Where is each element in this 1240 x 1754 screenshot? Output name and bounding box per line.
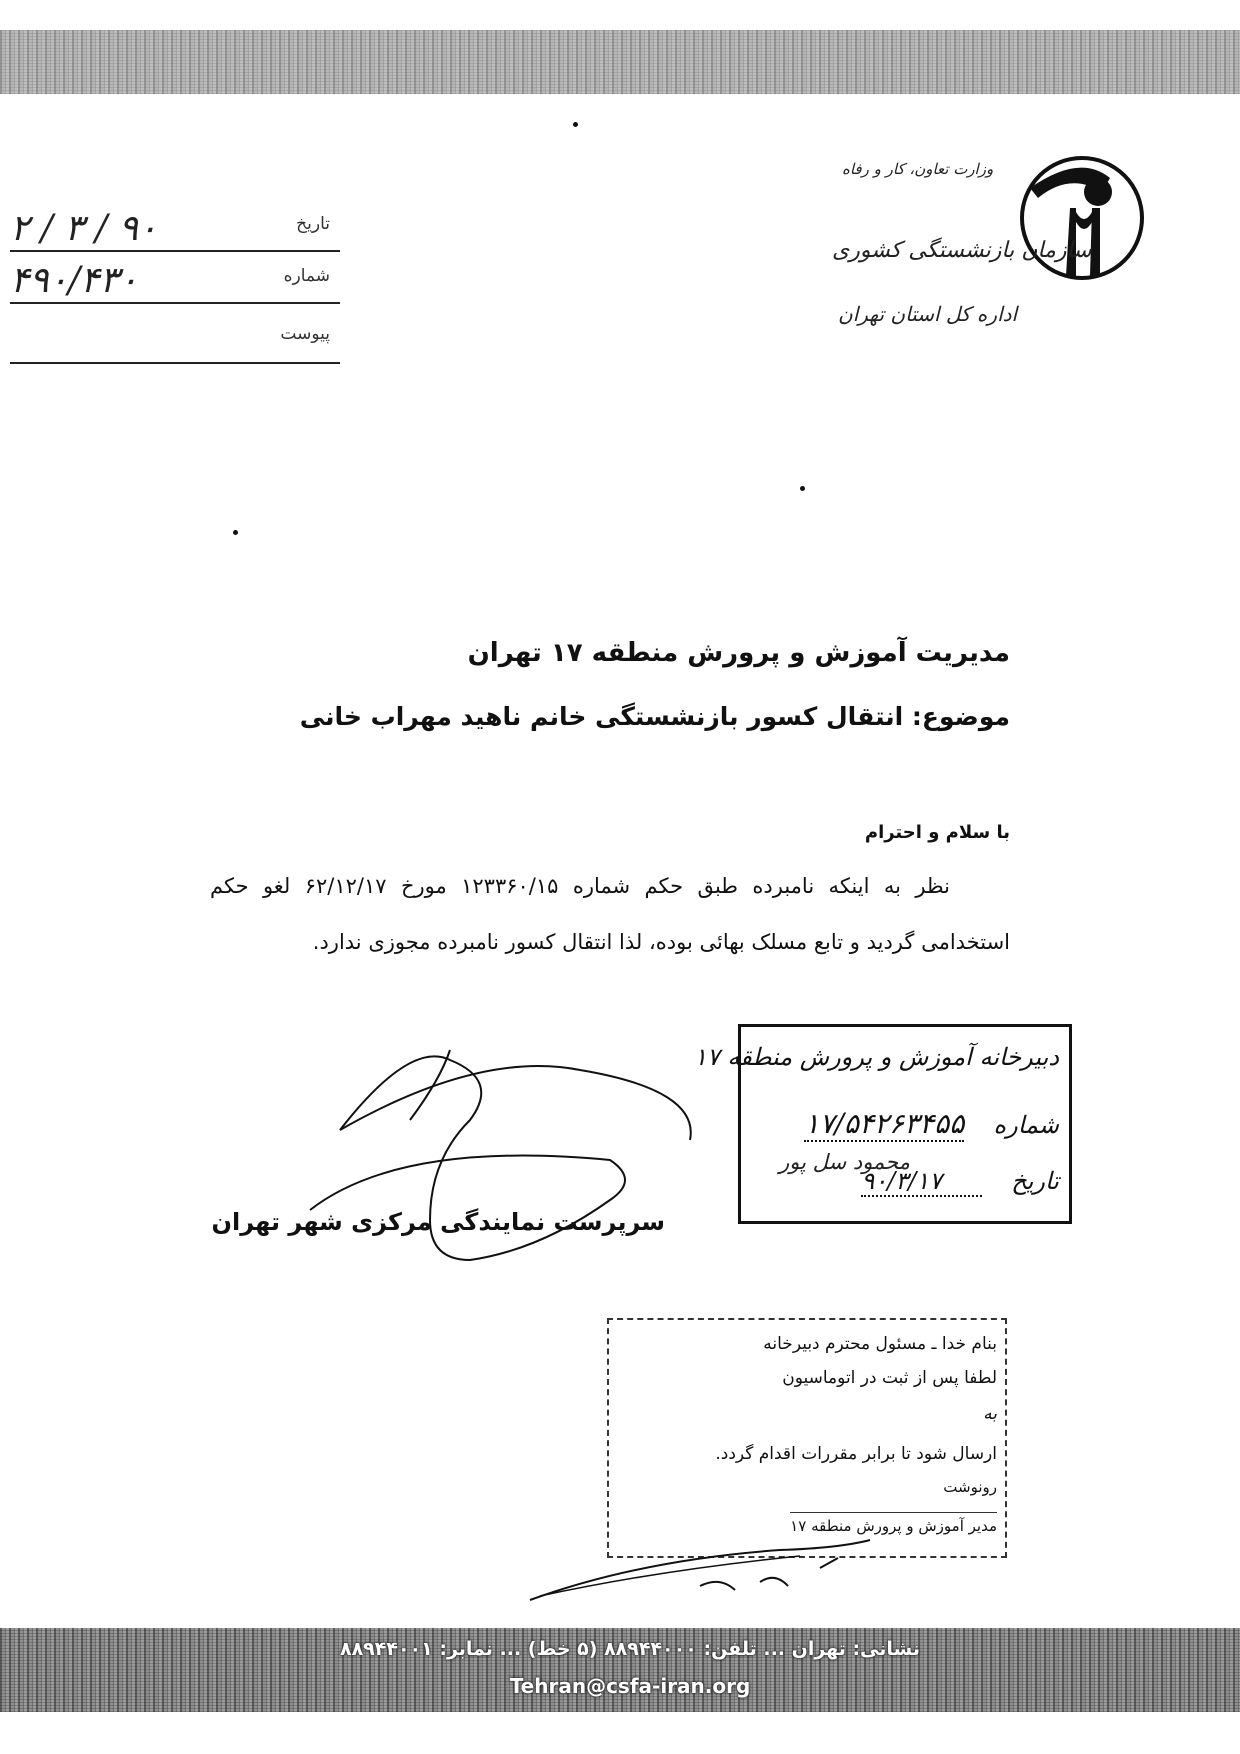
note-line-3: به [983, 1404, 997, 1424]
attachment-row [10, 320, 330, 364]
date-rule [10, 250, 340, 252]
received-stamp-number-label: شماره [993, 1111, 1059, 1139]
received-stamp-office: دبیرخانه آموزش و پرورش منطقه ۱۷ [693, 1043, 1059, 1071]
received-stamp-date-label: تاریخ [1011, 1167, 1059, 1195]
received-stamp [693, 1024, 1072, 1224]
attachment-label: پیوست [280, 324, 330, 344]
letterhead-office: اداره کل استان تهران [838, 302, 1018, 326]
number-value: ۴۹۰/۴۳۰ [10, 260, 139, 301]
letter-recipient: مدیریت آموزش و پرورش منطقه ۱۷ تهران [467, 638, 1010, 668]
date-label: تاریخ [296, 214, 330, 234]
note-line-1: بنام خدا ـ مسئول محترم دبیرخانه [763, 1334, 997, 1354]
initials-scribble-icon [520, 1520, 880, 1610]
organization-logo-icon [1010, 148, 1150, 288]
top-scan-band [0, 30, 1240, 94]
signer-title: سرپرست نمایندگی مرکزی شهر تهران [211, 1208, 665, 1236]
note-line-4: ارسال شود تا برابر مقررات اقدام گردد. [715, 1444, 997, 1464]
number-row [10, 262, 330, 306]
letter-subject: موضوع: انتقال کسور بازنشستگی خانم ناهید مهراب خانی [299, 702, 1010, 731]
date-row [10, 210, 330, 254]
received-stamp-number-value: ۱۷/۵۴۲۶۳۴۵۵ [804, 1107, 965, 1140]
received-stamp-date-value: ۹۰/۳/۱۷ [861, 1167, 982, 1197]
scan-dot [573, 122, 578, 127]
letterhead-organization: سازمان بازنشستگی کشوری [832, 238, 1092, 263]
number-label: شماره [283, 266, 330, 286]
received-stamp-number-row [804, 1107, 1059, 1140]
footer-address: نشانی: تهران ... تلفن: ۸۸۹۴۴۰۰۰ (۵ خط) ... نمابر: ۸۸۹۴۴۰۰۱ [339, 1638, 921, 1660]
attachment-rule [10, 362, 340, 364]
number-rule [10, 302, 340, 304]
scan-dot [800, 486, 805, 491]
date-value: ۹۰ / ۳ / ۲ [10, 208, 158, 249]
note-line-2: لطفا پس از ثبت در اتوماسیون [782, 1368, 997, 1388]
signer-name: محمود سل پور [779, 1150, 910, 1174]
footer-email: Tehran@csfa-iran.org [509, 1674, 751, 1698]
note-line-6: مدیر آموزش و پرورش منطقه ۱۷ [790, 1512, 997, 1535]
scan-dot [233, 530, 238, 535]
footer-band [0, 1628, 1240, 1712]
letter-greeting: با سلام و احترام [864, 822, 1010, 843]
note-line-5: رونوشت [943, 1478, 997, 1496]
letter-body: نظر به اینکه نامبرده طبق حکم شماره ۱۲۳۳۶۰/۱۵ مورخ ۶۲/۱۲/۱۷ لغو حکم استخدامی گردید و تابع مسلک بهائی بوده، لذا انتقال کسور نامبرده مجوزی ندارد. [210, 874, 1010, 954]
letterhead-ministry: وزارت تعاون، کار و رفاه [842, 160, 994, 178]
